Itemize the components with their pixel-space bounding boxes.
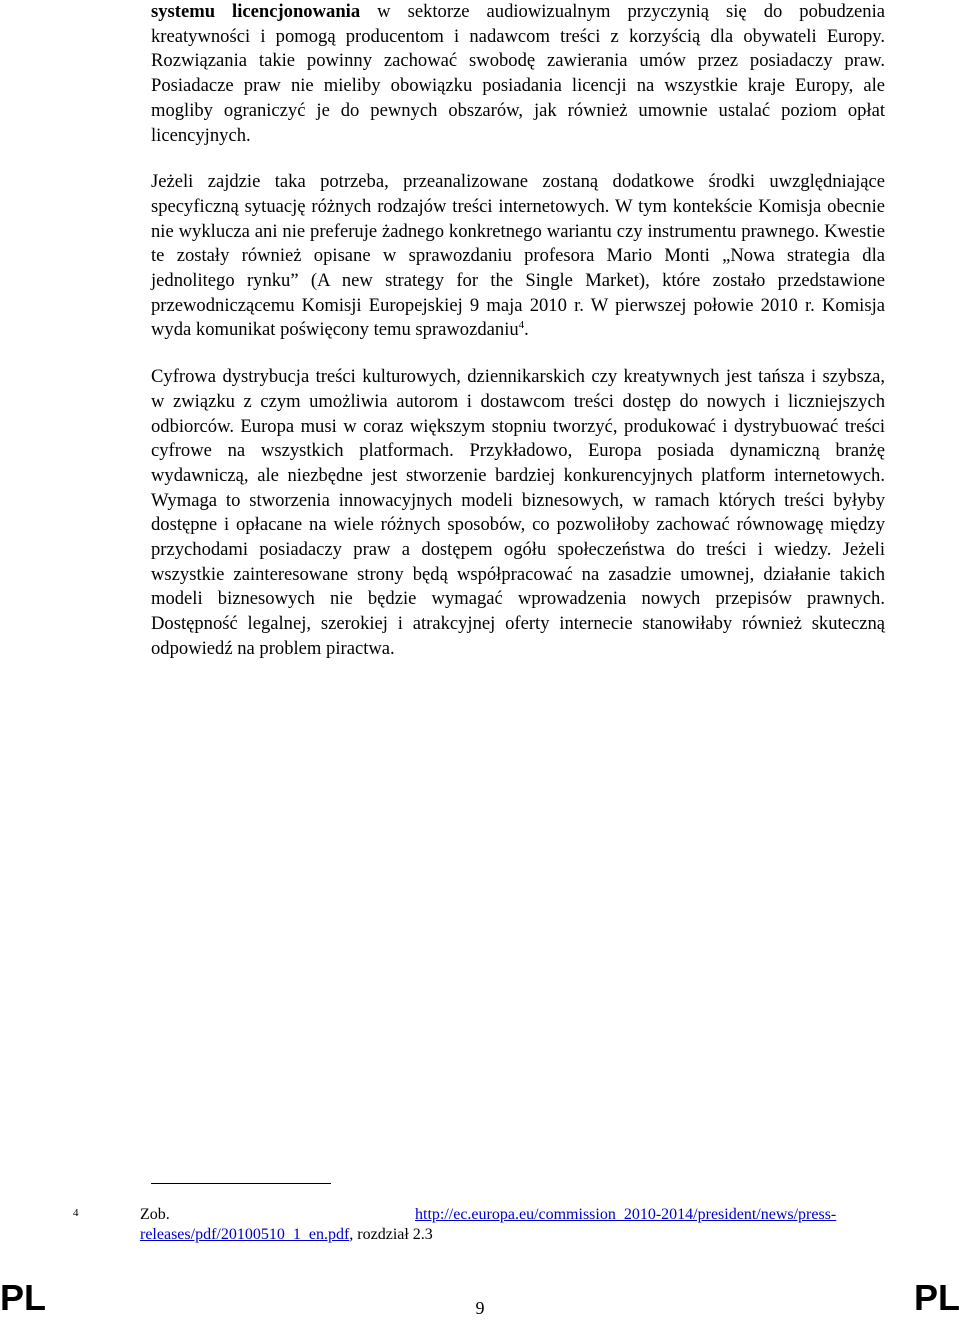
paragraph-digital-distribution: [151, 365, 885, 661]
footnote-link-part-1: http://ec.europa.eu/commission_2010-2014/president/news/press-: [415, 1206, 837, 1223]
footnote-text: [140, 1205, 885, 1245]
document-body: [151, 0, 885, 684]
paragraph-text: Jeżeli zajdzie taka potrzeba, przeanalizowane zostaną dodatkowe środki uwzględniające specyficzną sytuację różnych rodzajów treści internetowych. W tym kontekście Komisja obecnie nie wyklucza ani nie preferuje żadnego konkretnego wariantu czy instrumentu prawnego. Kwestie te zostały również opisane w sprawozdaniu profesora Mario Monti „Nowa strategia dla jednolitego rynku” (A new strategy for the Single Market), które zostało przedstawione przewodniczącemu Komisji Europejskiej 9 maja 2010 r. W pierwszej połowie 2010 r. Komisja wyda komunikat poświęcony temu sprawozdaniu: [151, 171, 885, 341]
paragraph-text: Cyfrowa dystrybucja treści kulturowych, dziennikarskich czy kreatywnych jest tańsza i szybsza, w związku z czym umożliwia autorom i dostawcom treści dostęp do nowych i liczniejszych odbiorców. Europa musi w coraz większym stopniu tworzyć, produkować i dystrybuować treści cyfrowe na wszystkich platformach. Przykładowo, Europa posiada dynamiczną branżę wydawniczą, ale niezbędne jest stworzenie bardziej konkurencyjnych platform internetowych. Wymaga to stworzenia innowacyjnych modeli biznesowych, w ramach których treści byłyby dostępne i opłacane na wiele różnych sposobów, co pozwoliłoby zachować równowagę między przychodami posiadaczy praw a dostępem ogółu społeczeństwa do treści i wiedzy. Jeżeli wszystkie zainteresowane strony będą współpracować na zasadzie umownej, działanie takich modeli biznesowych nie będzie wymagać wprowadzenia nowych przepisów prawnych. Dostępność legalnej, szerokiej i atrakcyjnej oferty internecie stanowiłaby również skuteczną odpowiedź na problem piractwa.: [151, 366, 885, 659]
footer-language-left: PL: [0, 1277, 47, 1318]
footnote-link-part-2: releases/pdf/20100510_1_en.pdf: [140, 1226, 350, 1243]
bold-term: systemu licencjonowania: [151, 1, 361, 22]
footer-language-right: PL: [913, 1277, 960, 1318]
paragraph-licensing: [151, 0, 885, 148]
footnote-number: 4: [73, 1207, 79, 1219]
paragraph-text: w sektorze audiowizualnym przyczynią się do pobudzenia kreatywności i pomogą producentom i nadawcom treści z korzyścią dla obywateli Europy. Rozwiązania takie powinny zachować swobodę zawierania umów przez posiadaczy praw. Posiadacze praw nie mieliby obowiązku posiadania licencji na wszystkie kraje Europy, ale mogliby ograniczyć je do pewnych obszarów, jak również umownie ustalać poziom opłat licencyjnych.: [151, 1, 885, 146]
paragraph-monti-report: [151, 170, 885, 343]
footnote-suffix: , rozdział 2.3: [349, 1226, 433, 1243]
page-number: 9: [475, 1298, 485, 1318]
paragraph-end: .: [524, 319, 529, 341]
footnote-reference[interactable]: 4: [518, 319, 525, 332]
footnote-prefix: Zob.: [140, 1206, 170, 1223]
footnote-separator: [151, 1183, 331, 1184]
